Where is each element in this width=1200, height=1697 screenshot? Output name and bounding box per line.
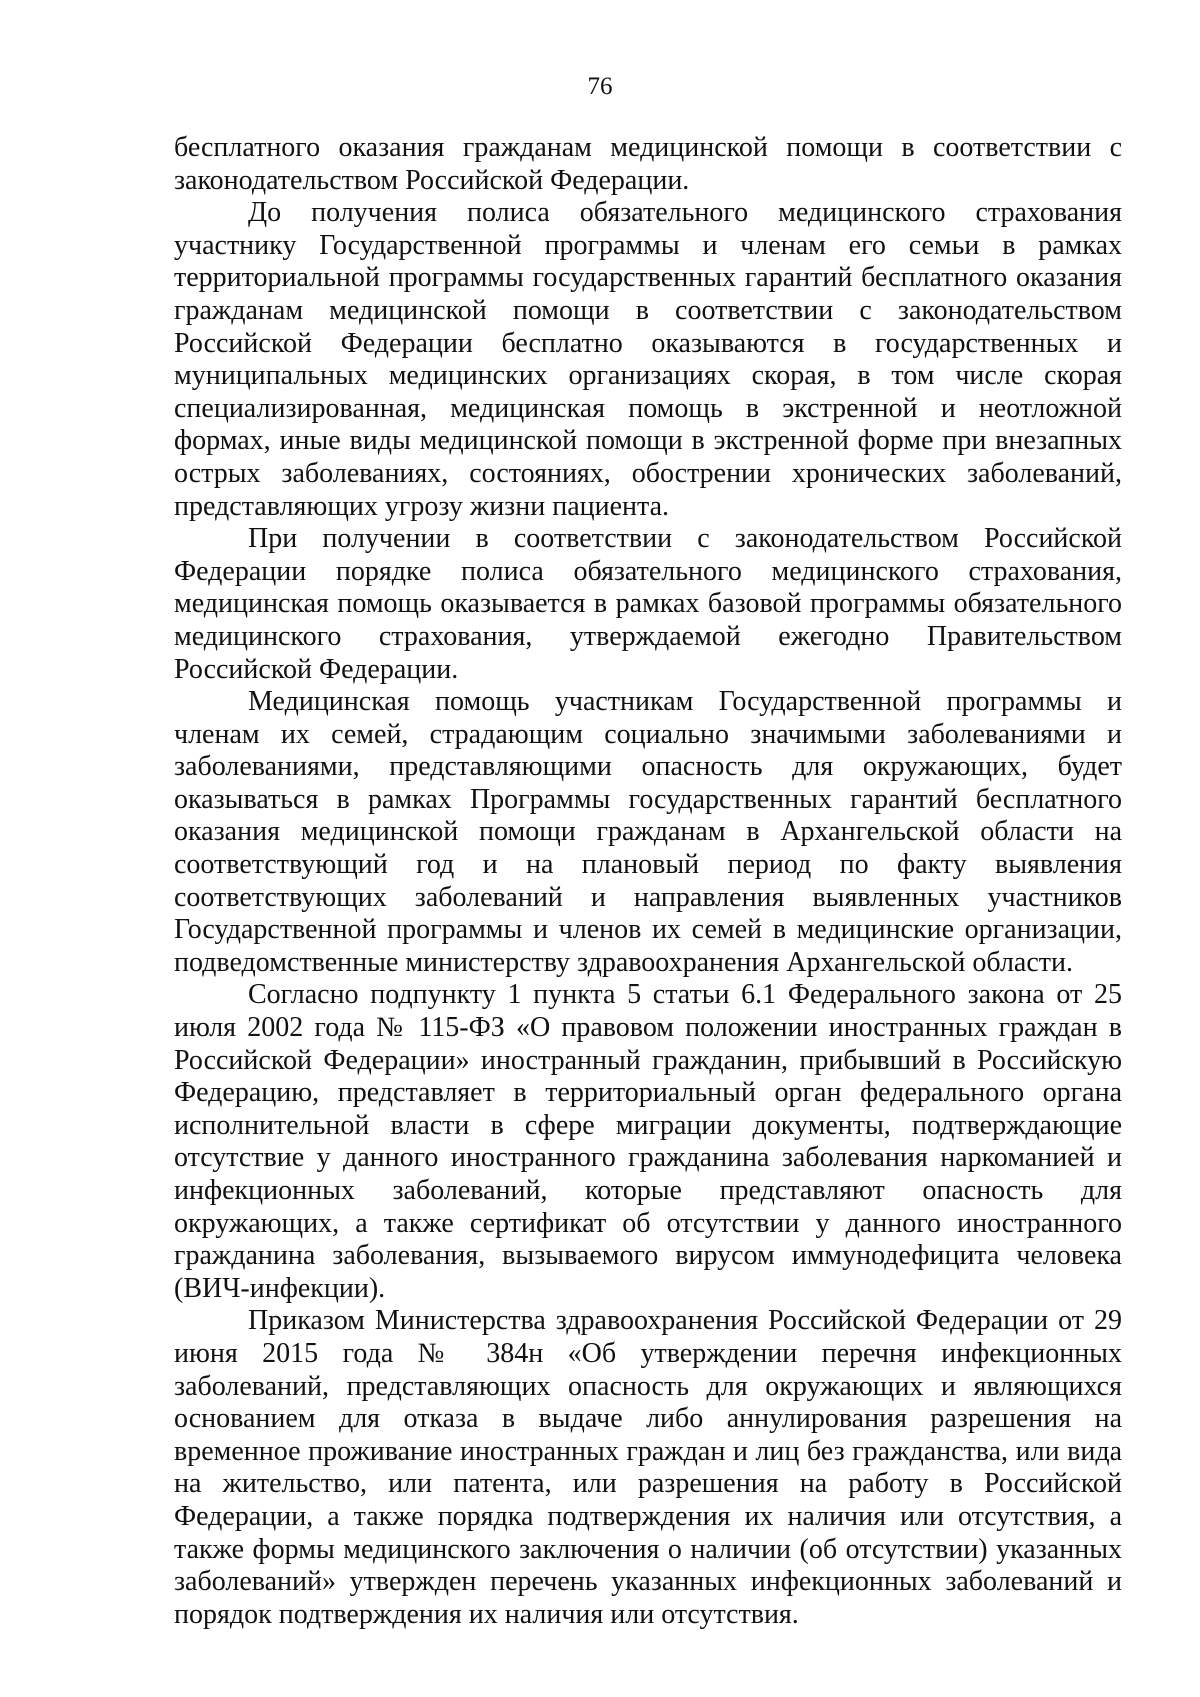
paragraph-continuation: бесплатного оказания гражданам медицинской помощи в соответствии с законодательством Российской Федерации.: [174, 132, 1122, 196]
paragraph-ministry-order: Приказом Министерства здравоохранения Российской Федерации от 29 июня 2015 года № 384н «Об утверждении перечня инфекционных заболеваний, представляющих опасность для окружающих и являющихся основанием для отказа в выдаче либо аннулирования разрешения на временное проживание иностранных граждан и лиц без гражданства, или вида на жительство, или патента, или разрешения на работу в Российской Федерации, а также порядка подтверждения их наличия или отсутствия, а также формы медицинского заключения о наличии (об отсутствии) указанных заболеваний» утвержден перечень указанных инфекционных заболеваний и порядок подтверждения их наличия или отсутствия.: [174, 1305, 1122, 1630]
paragraph-insurance-policy: До получения полиса обязательного медицинского страхования участнику Государственной программы и членам его семьи в рамках территориальной программы государственных гарантий бесплатного оказания гражданам медицинской помощи в соответствии с законодательством Российской Федерации бесплатно оказываются в государственных и муниципальных медицинских организациях скорая, в том числе скорая специализированная, медицинская помощь в экстренной и неотложной формах, иные виды медицинской помощи в экстренной форме при внезапных острых заболеваниях, состояниях, обострении хронических заболеваний, представляющих угрозу жизни пациента.: [174, 197, 1122, 522]
paragraph-policy-received: При получении в соответствии с законодательством Российской Федерации порядке полиса обязательного медицинского страхования, медицинская помощь оказывается в рамках базовой программы обязательного медицинского страхования, утверждаемой ежегодно Правительством Российской Федерации.: [174, 523, 1122, 685]
paragraph-federal-law: Согласно подпункту 1 пункта 5 статьи 6.1 Федерального закона от 25 июля 2002 года № 115-ФЗ «О правовом положении иностранных граждан в Российской Федерации» иностранный гражданин, прибывший в Российскую Федерацию, представляет в территориальный орган федерального органа исполнительной власти в сфере миграции документы, подтверждающие отсутствие у данного иностранного гражданина заболевания наркоманией и инфекционных заболеваний, которые представляют опасность для окружающих, а также сертификат об отсутствии у данного иностранного гражданина заболевания, вызываемого вирусом иммунодефицита человека (ВИЧ-инфекции).: [174, 979, 1122, 1304]
page-number: 76: [587, 73, 613, 100]
document-body: [174, 132, 1122, 1631]
paragraph-social-diseases: Медицинская помощь участникам Государственной программы и членам их семей, страдающим социально значимыми заболеваниями и заболеваниями, представляющими опасность для окружающих, будет оказываться в рамках Программы государственных гарантий бесплатного оказания медицинской помощи гражданам в Архангельской области на соответствующий год и на плановый период по факту выявления соответствующих заболеваний и направления выявленных участников Государственной программы и членов их семей в медицинские организации, подведомственные министерству здравоохранения Архангельской области.: [174, 686, 1122, 978]
